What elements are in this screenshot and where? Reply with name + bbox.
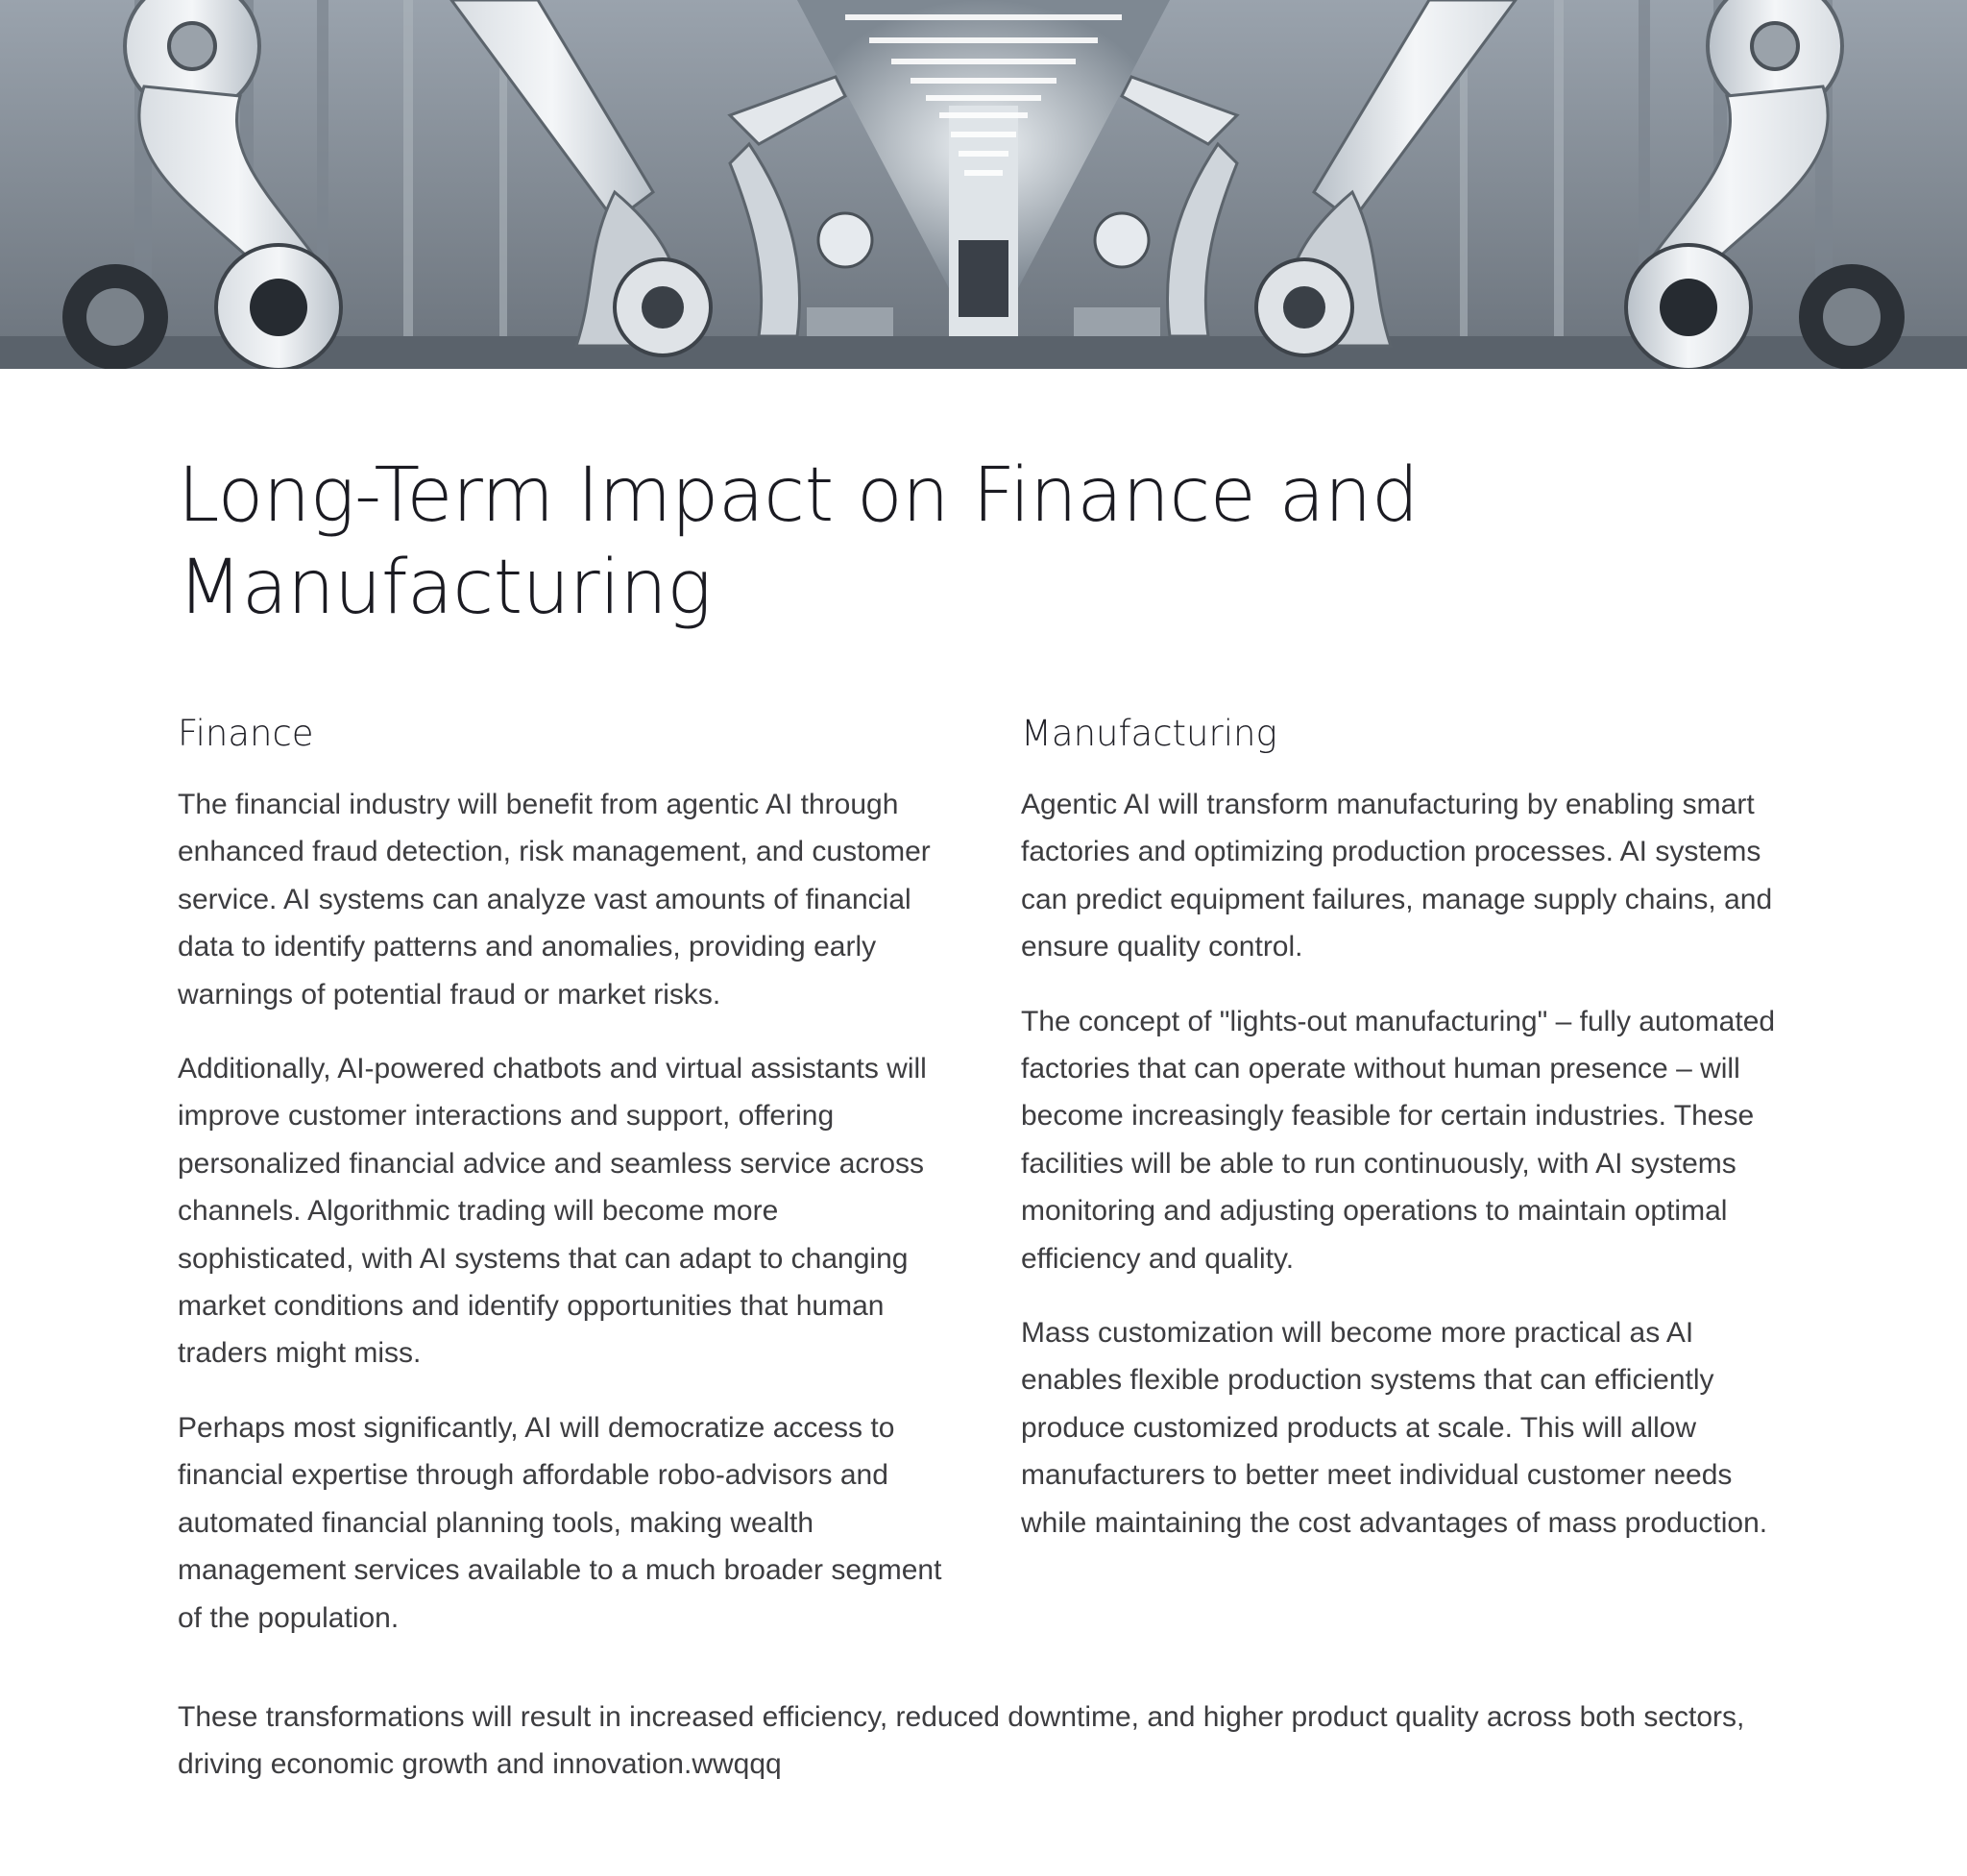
hero-image (0, 0, 1967, 369)
manufacturing-paragraph: The concept of "lights-out manufacturing" – fully automated factories that can operate without human presence – will become increasingly feasible for certain industries. These facilities will be able to run continuously, with AI systems monitoring and adjusting operations to maintain optimal efficiency and quality. (1021, 1005, 1776, 1275)
main-content (178, 369, 1810, 1781)
finance-paragraph: Additionally, AI-powered chatbots and virtual assistants will improve customer interactions and support, offering personalized financial advice and seamless service across channels. Algorithmic trading will become more sophisticated, with AI systems that can adapt to changing market conditions and identify opportunities that human traders might miss. (178, 1053, 927, 1370)
conclusion-paragraph: These transformations will result in increased efficiency, reduced downtime, and higher product quality across both sectors, driving economic growth and innovation.wwqqq (178, 1701, 1745, 1781)
page-title: Long-Term Impact on Finance and Manufacturing (178, 452, 1419, 631)
manufacturing-paragraph: Agentic AI will transform manufacturing by enabling smart factories and optimizing production processes. AI systems can predict equipment failures, manage supply chains, and ensure quality control. (1021, 789, 1773, 963)
manufacturing-column (1021, 710, 1794, 1573)
finance-paragraph: Perhaps most significantly, AI will democratize access to financial expertise through affordable robo-advisors and automated financial planning tools, making wealth management services available to a much broader segment of the population. (178, 1411, 942, 1634)
manufacturing-paragraph: Mass customization will become more practical as AI enables flexible production systems that can efficiently produce customized products at scale. This will allow manufacturers to better meet individual customer needs while maintaining the cost advantages of mass production. (1021, 1317, 1768, 1539)
finance-column (178, 710, 951, 1669)
finance-heading: Finance (178, 713, 314, 754)
finance-paragraph: The financial industry will benefit from agentic AI through enhanced fraud detection, risk management, and customer service. AI systems can analyze vast amounts of financial data to identify patterns and anomalies, providing early warnings of potential fraud or market risks. (178, 789, 931, 1011)
manufacturing-heading: Manufacturing (1021, 713, 1277, 754)
